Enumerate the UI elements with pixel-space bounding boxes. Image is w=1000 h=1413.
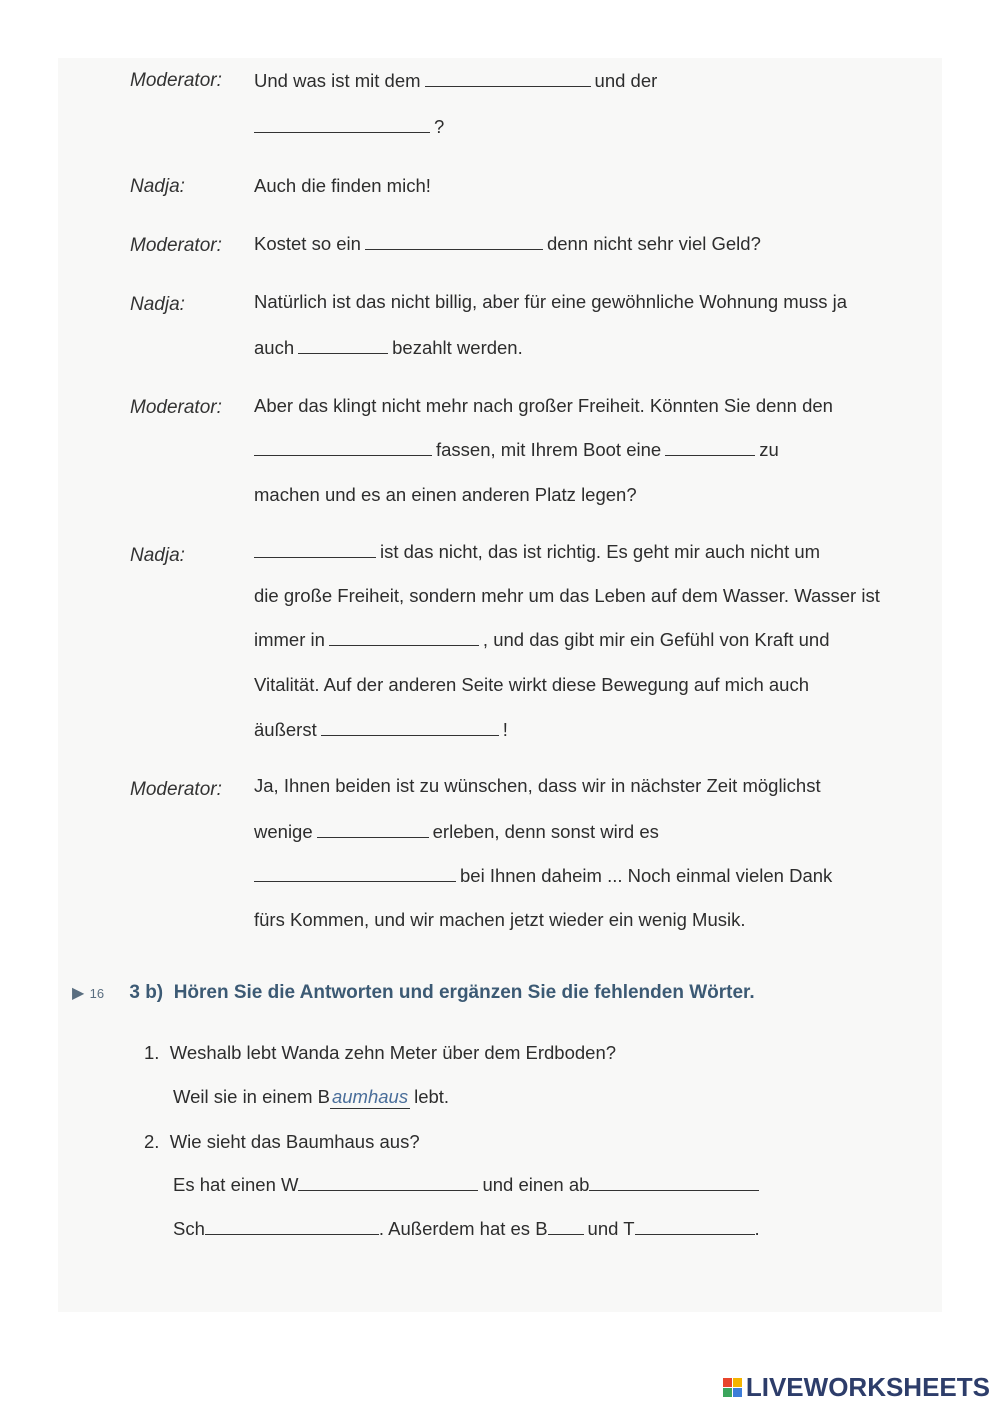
answer-1	[173, 1086, 449, 1109]
question-2	[144, 1131, 420, 1153]
line-text: ?	[434, 116, 445, 137]
dialogue-line	[254, 439, 779, 461]
task-heading	[72, 982, 755, 1004]
question-text: Weshalb lebt Wanda zehn Meter über dem Erdboden?	[169, 1042, 617, 1063]
answer-text: .	[754, 1218, 760, 1239]
dialogue-line	[254, 865, 832, 887]
line-text: , und das gibt mir ein Gefühl von Kraft und	[482, 629, 830, 650]
filled-answer-field[interactable]: aumhaus	[331, 1086, 409, 1107]
blank-field[interactable]	[205, 1220, 379, 1235]
track-number: 16	[89, 986, 105, 1001]
answer-text: und T	[587, 1218, 635, 1239]
blank-field[interactable]	[665, 441, 755, 456]
answer-text: . Außerdem hat es B	[378, 1218, 548, 1239]
line-text: bei Ihnen daheim ... Noch einmal vielen Dank	[460, 865, 833, 886]
blank-field[interactable]	[329, 631, 479, 646]
speaker-moderator: Moderator:	[130, 235, 222, 256]
dialogue-line: Natürlich ist das nicht billig, aber für eine gewöhnliche Wohnung muss ja	[254, 291, 848, 312]
blank-field[interactable]	[321, 721, 499, 736]
speaker-nadja: Nadja:	[130, 294, 185, 315]
speaker-nadja: Nadja:	[130, 176, 185, 197]
speaker-moderator: Moderator:	[130, 70, 222, 91]
answer-text: Weil sie in einem B	[173, 1086, 330, 1107]
line-text: Und was ist mit dem	[254, 70, 421, 91]
line-text: immer in	[254, 629, 325, 650]
line-text: wenige	[254, 821, 313, 842]
answer-text: lebt.	[414, 1086, 450, 1107]
dialogue-line	[254, 629, 829, 651]
speaker-moderator: Moderator:	[130, 397, 222, 418]
answer-text: Es hat einen W	[173, 1174, 299, 1195]
question-number: 1.	[144, 1042, 160, 1063]
blank-field[interactable]	[254, 118, 430, 133]
dialogue-line: machen und es an einen anderen Platz legen?	[254, 484, 637, 505]
blank-field[interactable]	[548, 1220, 584, 1235]
blank-field[interactable]	[365, 235, 543, 250]
blank-field[interactable]	[425, 72, 591, 87]
task-instruction: Hören Sie die Antworten und ergänzen Sie die fehlenden Wörter.	[173, 982, 755, 1003]
line-text: !	[502, 719, 508, 740]
dialogue-line	[254, 719, 508, 741]
speaker-moderator: Moderator:	[130, 779, 222, 800]
blank-field[interactable]	[635, 1220, 755, 1235]
speaker-nadja: Nadja:	[130, 545, 185, 566]
task-label: 3 b)	[129, 982, 164, 1003]
question-1	[144, 1042, 616, 1064]
play-triangle-icon[interactable]: ▶	[72, 985, 85, 1002]
blank-field[interactable]	[254, 867, 456, 882]
answer-2-line-1	[173, 1174, 763, 1196]
dialogue-line	[254, 821, 659, 843]
blank-field[interactable]	[254, 441, 432, 456]
line-text: und der	[594, 70, 658, 91]
logo-text: LIVEWORKSHEETS	[745, 1372, 990, 1402]
blank-field[interactable]	[589, 1176, 759, 1191]
blank-field[interactable]	[298, 1176, 478, 1191]
dialogue-line: Auch die finden mich!	[254, 175, 431, 196]
answer-text: Sch	[173, 1218, 205, 1239]
liveworksheets-logo[interactable]	[723, 1372, 990, 1403]
dialogue-line	[254, 541, 820, 563]
line-text: bezahlt werden.	[392, 337, 523, 358]
line-text: äußerst	[254, 719, 317, 740]
dialogue-line	[254, 233, 761, 255]
line-text: zu	[759, 439, 779, 460]
answer-text: und einen ab	[482, 1174, 590, 1195]
dialogue-line	[254, 116, 444, 138]
blank-field[interactable]	[317, 823, 429, 838]
line-text: Kostet so ein	[254, 233, 361, 254]
question-number: 2.	[144, 1131, 160, 1152]
line-text: fassen, mit Ihrem Boot eine	[436, 439, 662, 460]
line-text: auch	[254, 337, 295, 358]
dialogue-line	[254, 70, 657, 92]
answer-2-line-2	[173, 1218, 760, 1240]
dialogue-line: Ja, Ihnen beiden ist zu wünschen, dass wir in nächster Zeit möglichst	[254, 775, 821, 796]
line-text: denn nicht sehr viel Geld?	[546, 233, 761, 254]
dialogue-line: fürs Kommen, und wir machen jetzt wieder ein wenig Musik.	[254, 909, 746, 930]
dialogue-line	[254, 337, 523, 359]
dialogue-line: die große Freiheit, sondern mehr um das Leben auf dem Wasser. Wasser ist	[254, 585, 880, 606]
question-text: Wie sieht das Baumhaus aus?	[169, 1131, 420, 1152]
blank-field[interactable]	[254, 543, 376, 558]
dialogue-line: Aber das klingt nicht mehr nach großer Freiheit. Könnten Sie denn den	[254, 395, 833, 416]
line-text: ist das nicht, das ist richtig. Es geht mir auch nicht um	[380, 541, 821, 562]
logo-mark-icon	[723, 1378, 742, 1397]
line-text: erleben, denn sonst wird es	[432, 821, 659, 842]
dialogue-line: Vitalität. Auf der anderen Seite wirkt diese Bewegung auf mich auch	[254, 674, 809, 695]
blank-field[interactable]	[298, 339, 388, 354]
